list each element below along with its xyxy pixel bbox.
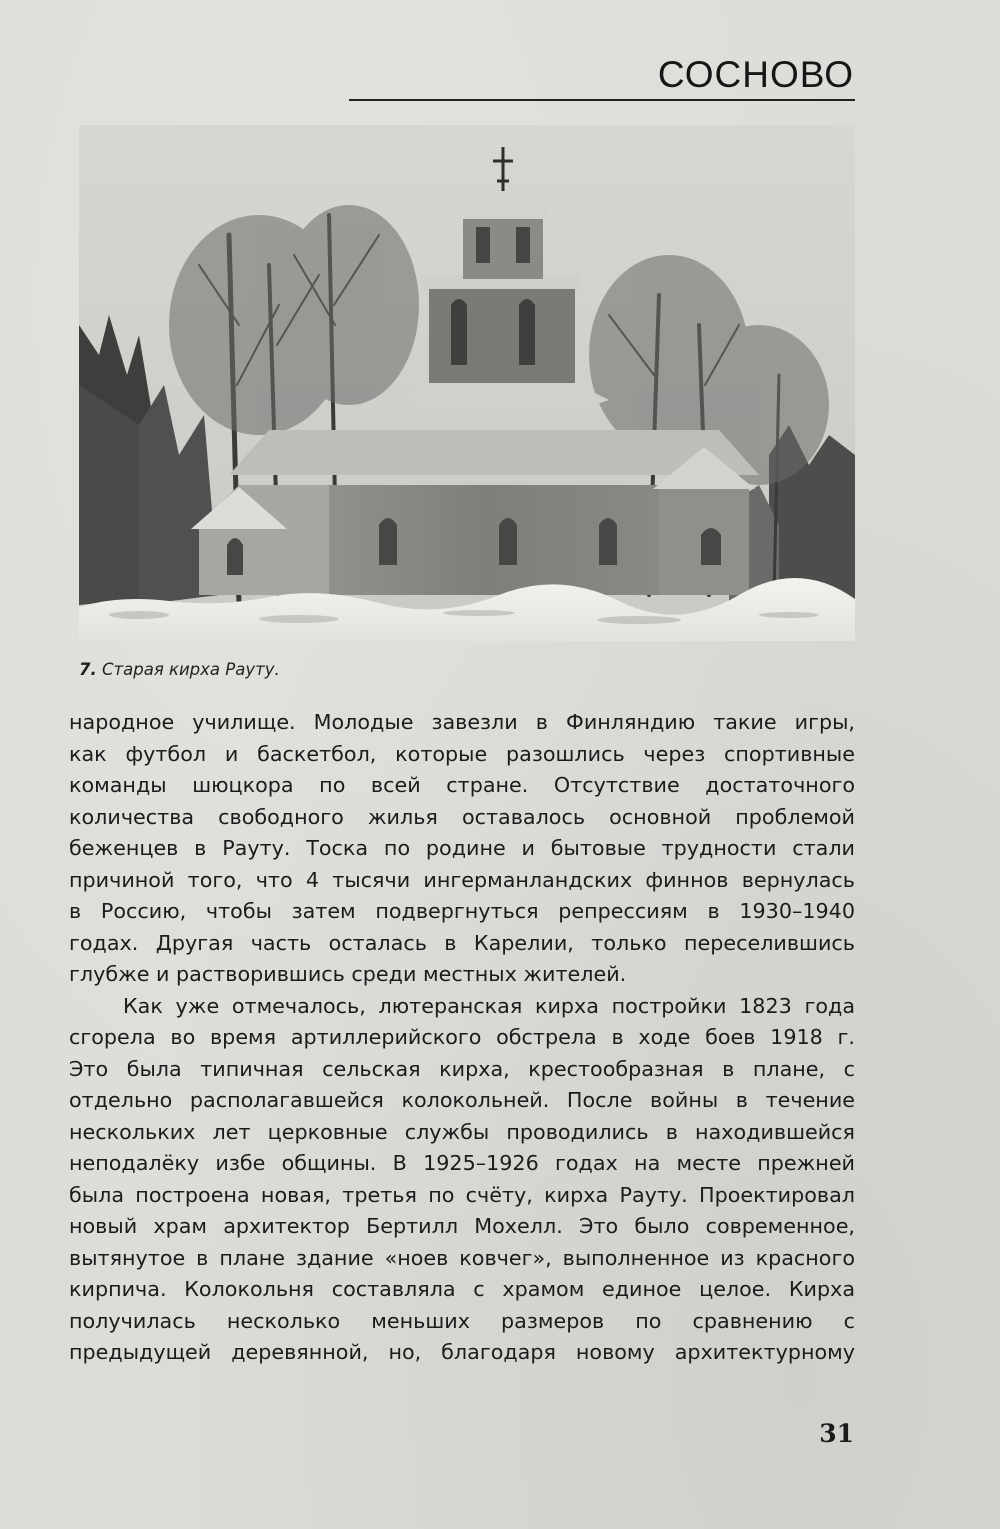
text-line: вытянутое в плане здание «ноев ковчег», выполненное из красного: [69, 1245, 855, 1270]
running-head: СОСНОВО: [657, 54, 854, 95]
text-line: в Россию, чтобы затем подвергнуться репрессиям в 1930–1940: [69, 899, 855, 923]
text-line: сгорела во время артиллерийского обстрела в ходе боев 1918 г.: [69, 1025, 855, 1049]
text-line: народное училище. Молодые завезли в Финляндию такие игры,: [69, 710, 855, 734]
text-line: получилась несколько меньших размеров по сравнению с: [69, 1308, 855, 1333]
text-line: была построена новая, третья по счёту, кирха Рауту. Проектировал: [69, 1182, 855, 1207]
text-line: команды шюцкора по всей стране. Отсутствие достаточного: [69, 773, 855, 797]
figure-caption: [79, 660, 280, 679]
header-rule: [349, 99, 855, 101]
text-line: предыдущей деревянной, но, благодаря новому архитектурному: [69, 1340, 855, 1364]
church-photograph: [79, 125, 855, 641]
text-line: отдельно располагавшейся колокольней. После войны в течение: [69, 1088, 855, 1112]
text-line: беженцев в Рауту. Тоска по родине и бытовые трудности стали: [69, 836, 855, 860]
text-line: как футбол и баскетбол, которые разошлись через спортивные: [69, 741, 855, 766]
text-line: кирпича. Колокольня составляла с храмом единое целое. Кирха: [69, 1277, 855, 1301]
text-line: Это была типичная сельская кирха, крестообразная в плане, с: [69, 1056, 855, 1081]
text-line: количества свободного жилья оставалось основной проблемой: [69, 804, 855, 829]
text-line: годах. Другая часть осталась в Карелии, только переселившись: [69, 930, 855, 955]
text-line: причиной того, что 4 тысячи ингерманландских финнов вернулась: [69, 867, 855, 892]
text-line: Как уже отмечалось, лютеранская кирха постройки 1823 года: [123, 993, 855, 1018]
text-line: нескольких лет церковные службы проводились в находившейся: [69, 1119, 855, 1144]
text-line: глубже и растворившись среди местных жителей.: [69, 962, 627, 986]
text-line: новый храм архитектор Бертилл Мохелл. Это было современное,: [69, 1214, 855, 1238]
page-number: 31: [819, 1419, 854, 1448]
body-text: [69, 707, 855, 1369]
figure-number: 7.: [79, 660, 97, 679]
text-line: неподалёку избе общины. В 1925–1926 годах на месте прежней: [69, 1151, 855, 1175]
figure-caption-text: Старая кирха Рауту.: [96, 660, 280, 679]
